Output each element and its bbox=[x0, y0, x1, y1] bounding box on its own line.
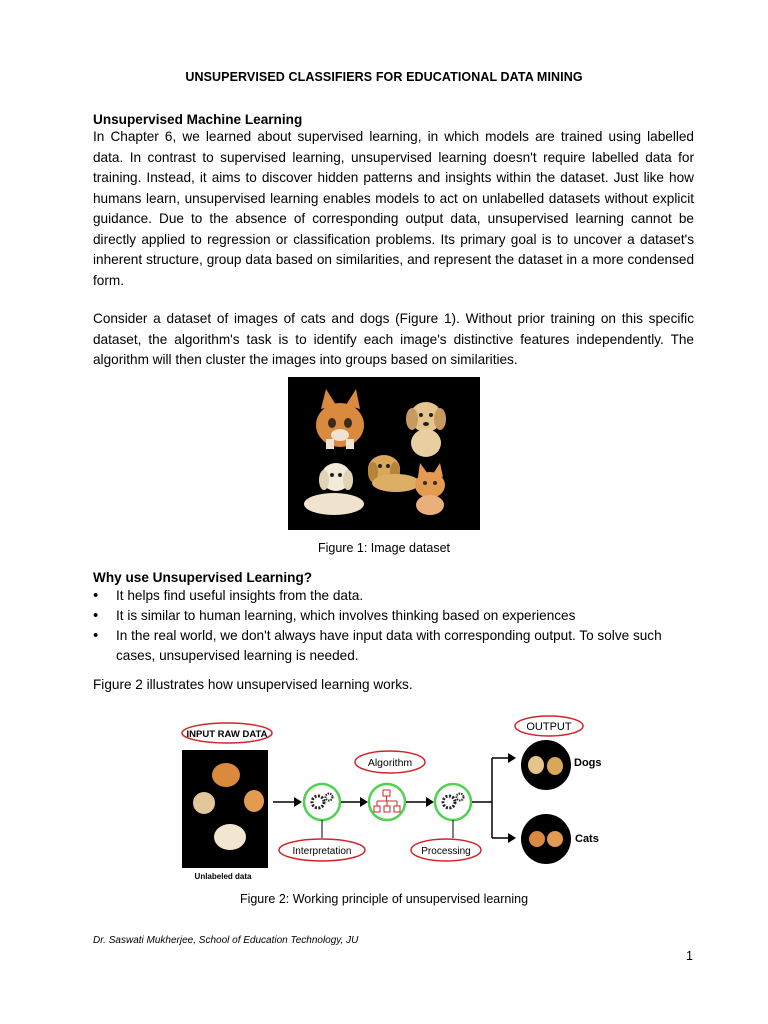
list-item: • It helps find useful insights from the data. bbox=[93, 586, 694, 606]
paragraph-dataset: Consider a dataset of images of cats and dogs (Figure 1). Without prior training on this specific dataset, the algorithm's task is to identify each image's distinctive features independently. The algorithm will then cluster the images into groups based on similarities. bbox=[93, 311, 694, 367]
working-principle-diagram bbox=[178, 713, 608, 883]
reasons-list bbox=[93, 586, 694, 666]
dog-icon bbox=[547, 757, 563, 775]
algorithm-label: Algorithm bbox=[367, 757, 413, 769]
paragraph-intro: In Chapter 6, we learned about supervised learning, in which models are trained using labelled data. In contrast to supervised learning, unsupervised learning doesn't require labelled data for training. Instead, it aims to discover hidden patterns and insights within the dataset. Just like how humans learn, unsupervised learning enables models to act on unlabelled datasets without explicit guidance. Due to the absence of corresponding output data, unsupervised learning cannot be directly applied to regression or classification problems. Its primary goal is to uncover a dataset's inherent structure, group data based on similarities, and represent the dataset in a more condensed form. bbox=[93, 129, 694, 288]
dogs-label: Dogs bbox=[574, 757, 602, 769]
processing-label: Processing bbox=[421, 846, 471, 857]
input-label: INPUT RAW DATA bbox=[186, 729, 268, 740]
arrow-icon bbox=[508, 833, 516, 843]
output-label: OUTPUT bbox=[526, 721, 572, 733]
arrow-icon bbox=[508, 753, 516, 763]
footer-author: Dr. Saswati Mukherjee, School of Education Technology, JU bbox=[93, 935, 359, 946]
processing-node bbox=[435, 784, 471, 820]
interpretation-node bbox=[304, 784, 340, 820]
raw-puppy-icon bbox=[193, 792, 215, 814]
interpretation-label: Interpretation bbox=[292, 846, 352, 857]
pets-illustration bbox=[288, 377, 480, 530]
arrow-icon bbox=[426, 797, 434, 807]
list-item: • In the real world, we don't always have input data with corresponding output. To solve such cases, unsupervised learning is needed. bbox=[93, 626, 694, 666]
cats-cluster bbox=[521, 814, 571, 864]
arrow-icon bbox=[294, 797, 302, 807]
section-heading-why: Why use Unsupervised Learning? bbox=[93, 570, 313, 585]
page-number: 1 bbox=[686, 949, 693, 963]
figure1-caption: Figure 1: Image dataset bbox=[317, 541, 451, 555]
raw-cat-icon bbox=[244, 790, 264, 812]
section-heading-unsupervised: Unsupervised Machine Learning bbox=[93, 112, 303, 127]
unlabeled-label: Unlabeled data bbox=[194, 872, 252, 881]
document-title: UNSUPERVISED CLASSIFIERS FOR EDUCATIONAL DATA MINING bbox=[185, 70, 583, 84]
dog-icon bbox=[528, 756, 544, 774]
image-dataset-figure bbox=[288, 377, 480, 530]
raw-dog-icon bbox=[214, 824, 246, 850]
figure2-caption: Figure 2: Working principle of unsupervised learning bbox=[239, 892, 529, 906]
cat-icon bbox=[529, 831, 545, 847]
arrow-icon bbox=[360, 797, 368, 807]
figure2-intro: Figure 2 illustrates how unsupervised learning works. bbox=[93, 677, 413, 692]
raw-kitten-icon bbox=[212, 763, 240, 787]
list-item: • It is similar to human learning, which involves thinking based on experiences bbox=[93, 606, 694, 626]
cat-icon bbox=[547, 831, 563, 847]
cats-label: Cats bbox=[575, 833, 599, 845]
